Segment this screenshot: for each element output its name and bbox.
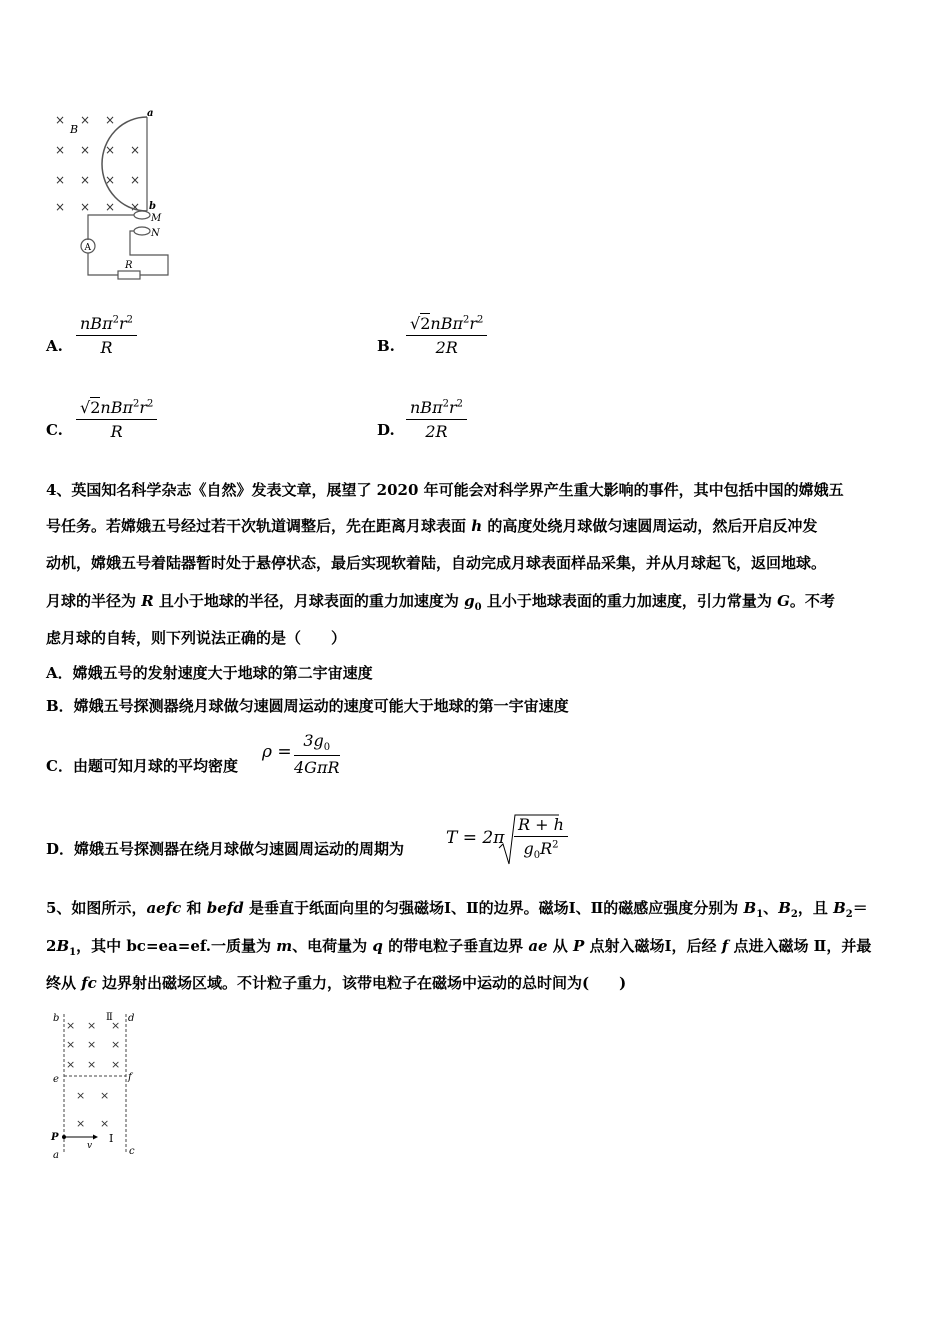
label-region-1: Ⅰ — [109, 1132, 114, 1145]
q4-line4: 月球的半径为 R 且小于地球的半径，月球表面的重力加速度为 $g_0$ 且小于地球表面的重力加速度，引力常量为 G。不考 — [46, 592, 835, 613]
svg-text:×: × — [87, 1038, 97, 1051]
q4-line2: 号任务。若嫦娥五号经过若干次轨道调整后，先在距离月球表面 h 的高度处绕月球做匀速圆周运动，然后开启反冲发 — [46, 517, 818, 535]
ring-m — [134, 211, 150, 219]
q4-option-d: D．嫦娥五号探测器在绕月球做匀速圆周运动的周期为 — [46, 840, 405, 858]
svg-text:×: × — [100, 1117, 110, 1130]
option-a-formula: $nB\pi^2r^2$ R — [76, 314, 137, 357]
label-n: N — [151, 228, 160, 239]
svg-text:×: × — [87, 1019, 97, 1032]
svg-text:×: × — [111, 1058, 121, 1071]
svg-text:×: × — [105, 143, 116, 157]
resistor-icon — [118, 271, 140, 279]
q4-line1: 4、英国知名科学杂志《自然》发表文章，展望了 2020 年可能会对科学界产生重大影响的事件，其中包括中国的嫦娥五 — [46, 481, 844, 499]
svg-text:×: × — [130, 200, 141, 214]
svg-text:×: × — [105, 113, 116, 127]
q4-line3: 动机，嫦娥五号着陆器暂时处于悬停状态，最后实现软着陆，自动完成月球表面样品采集，并从月球起飞，返回地球。 — [46, 554, 827, 572]
svg-text:×: × — [55, 143, 66, 157]
svg-text:×: × — [105, 200, 116, 214]
field-crosses — [55, 113, 140, 214]
svg-text:×: × — [66, 1058, 76, 1071]
q4-c-lhs: ρ = — [262, 742, 292, 762]
svg-text:×: × — [111, 1019, 121, 1032]
label-c: c — [129, 1146, 135, 1157]
semicircle-wire — [102, 117, 147, 211]
figure-two-fields — [45, 1008, 145, 1163]
q4-line5: 虑月球的自转，则下列说法正确的是（ ） — [46, 629, 347, 647]
ammeter-label: A — [84, 243, 91, 253]
label-d: d — [128, 1013, 135, 1024]
svg-text:×: × — [55, 113, 66, 127]
svg-text:×: × — [66, 1019, 76, 1032]
label-b: b — [149, 201, 156, 212]
svg-text:×: × — [66, 1038, 76, 1051]
q4-c-formula: $3g_0$ 4GπR — [294, 731, 340, 778]
b-field-label: B — [70, 123, 79, 136]
svg-text:×: × — [55, 173, 66, 187]
q4-option-a: A．嫦娥五号的发射速度大于地球的第二宇宙速度 — [46, 664, 373, 682]
svg-text:×: × — [76, 1089, 86, 1102]
option-d-label: D. — [377, 421, 395, 439]
figure-loop-circuit — [50, 105, 180, 285]
svg-text:×: × — [80, 143, 91, 157]
svg-text:×: × — [80, 200, 91, 214]
option-c-formula: $√2nB\pi^2r^2$ R — [76, 398, 157, 441]
label-region-2: Ⅱ — [106, 1012, 113, 1023]
label-m: M — [151, 213, 162, 224]
q4-d-formula: R + h $g_0R^2$ — [514, 815, 568, 861]
q5-line3: 终从 fc 边界射出磁场区域。不计粒子重力，该带电粒子在磁场中运动的总时间为( ) — [46, 974, 627, 992]
svg-text:×: × — [130, 173, 141, 187]
q4-option-b: B．嫦娥五号探测器绕月球做匀速圆周运动的速度可能大于地球的第一宇宙速度 — [46, 697, 569, 715]
svg-text:×: × — [55, 200, 66, 214]
svg-text:×: × — [130, 143, 141, 157]
label-a: a — [147, 108, 154, 119]
q5-line2: $2B_1$，其中 bc=ea=ef.一质量为 m、电荷量为 q 的带电粒子垂直边界 ae 从 P 点射入磁场Ⅰ，后经 f 点进入磁场 Ⅱ，并最 — [46, 937, 872, 958]
option-b-formula: $√2nB\pi^2r^2$ 2R — [406, 314, 487, 357]
svg-text:×: × — [80, 173, 91, 187]
q4-d-lhs: T = 2π — [446, 828, 505, 848]
field-crosses-2 — [66, 1019, 120, 1130]
label-e: e — [53, 1074, 59, 1085]
svg-text:×: × — [111, 1038, 121, 1051]
label-f: f — [128, 1072, 132, 1083]
ring-n — [134, 227, 150, 235]
label-v: v — [87, 1141, 93, 1151]
svg-text:×: × — [100, 1089, 110, 1102]
svg-text:×: × — [87, 1058, 97, 1071]
q5-line1: 5、如图所示，aefc 和 befd 是垂直于纸面向里的匀强磁场Ⅰ、Ⅱ的边界。磁场Ⅰ、Ⅱ的磁感应强度分别为 $B_1$、$B_2$，且 $B_2=$ — [46, 899, 868, 920]
label-b2: b — [53, 1013, 60, 1024]
option-d-formula: $nB\pi^2r^2$ 2R — [406, 398, 467, 441]
velocity-arrow-icon — [93, 1135, 98, 1140]
option-c-label: C. — [46, 421, 63, 439]
label-a2: a — [53, 1150, 59, 1161]
label-p: P — [51, 1132, 59, 1143]
q4-option-c: C．由题可知月球的平均密度 — [46, 757, 238, 775]
option-a-label: A. — [46, 337, 63, 355]
svg-text:×: × — [105, 173, 116, 187]
resistor-label: R — [125, 260, 133, 271]
svg-text:×: × — [76, 1117, 86, 1130]
svg-text:×: × — [80, 113, 91, 127]
option-b-label: B. — [377, 337, 395, 355]
